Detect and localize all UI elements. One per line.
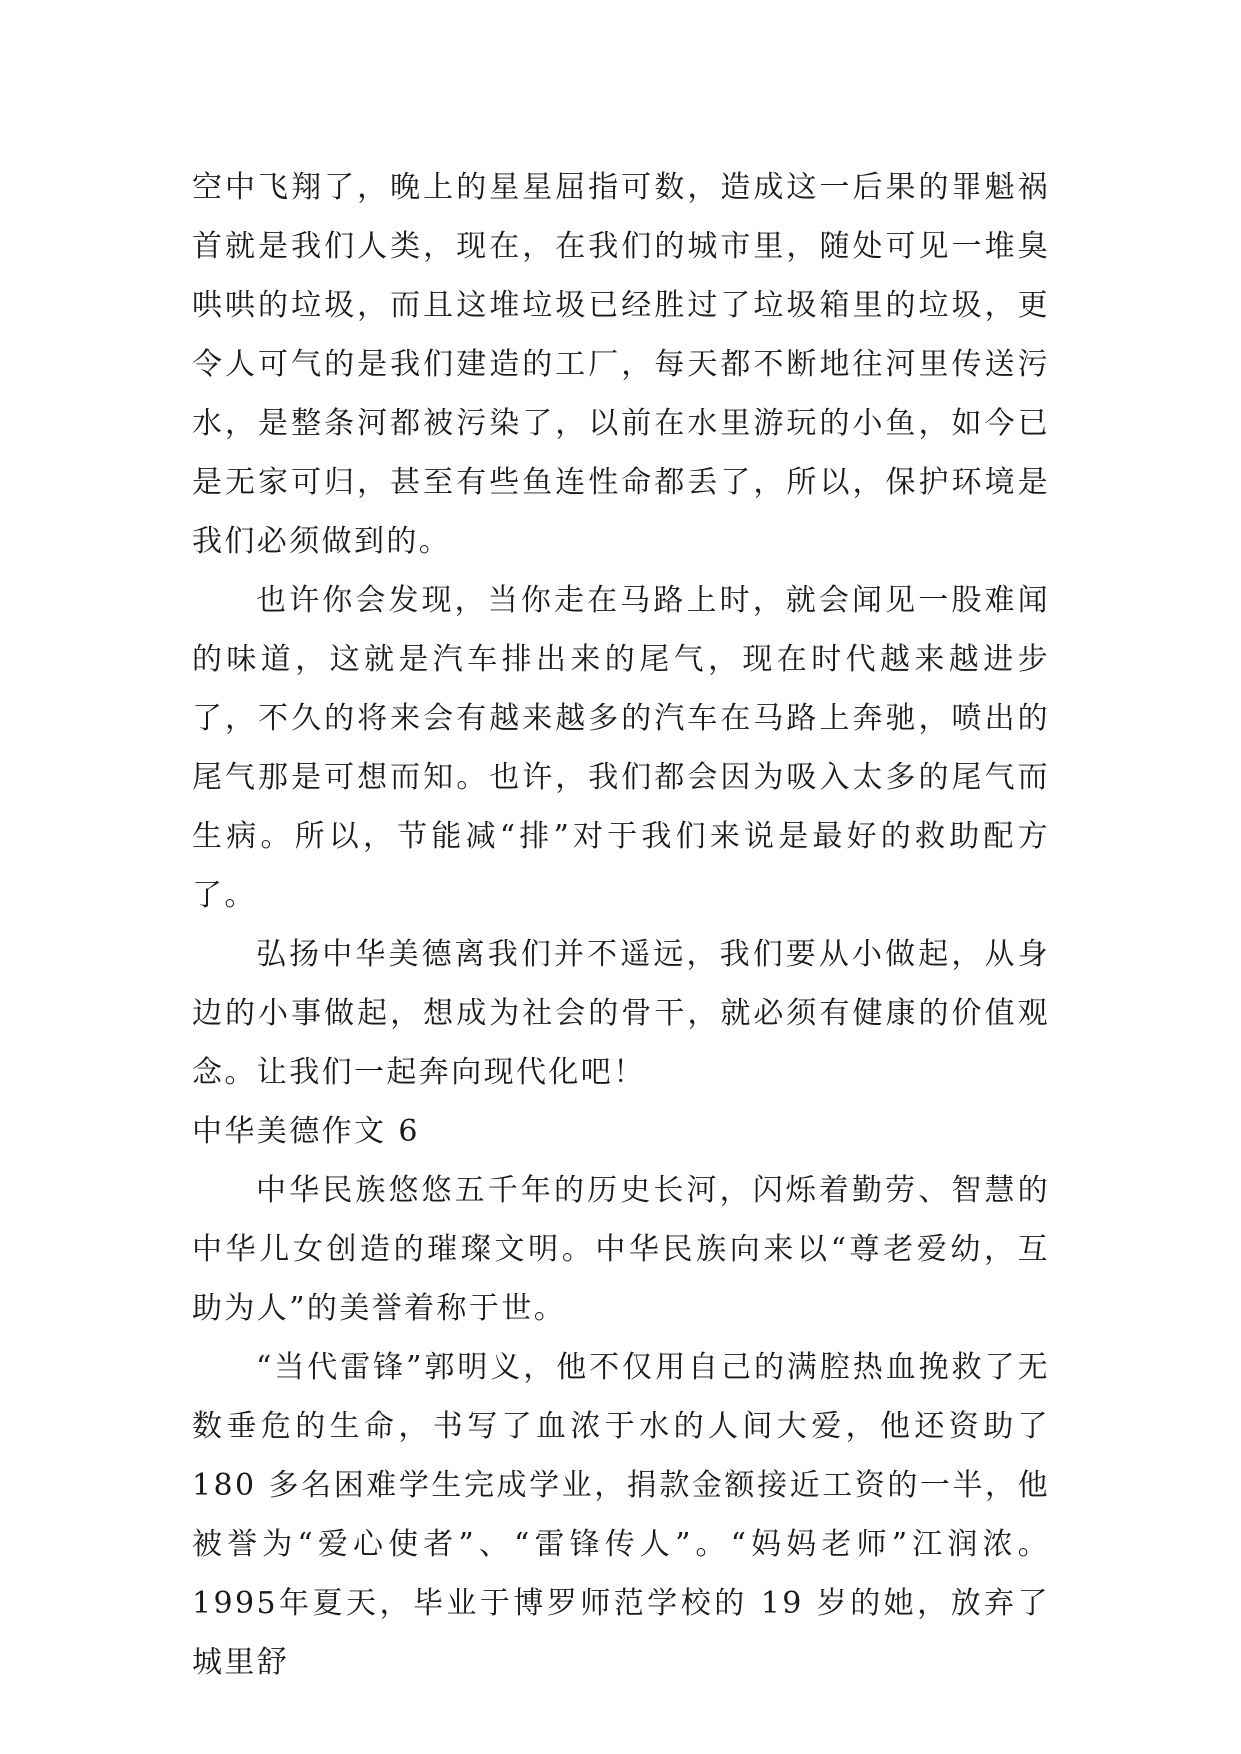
paragraph-continued: 空中飞翔了，晚上的星星屈指可数，造成这一后果的罪魁祸首就是我们人类，现在，在我们的城市里，随处可见一堆臭哄哄的垃圾，而且这堆垃圾已经胜过了垃圾箱里的垃圾，更令人可气的是我们建造的工厂，每天都不断地往河里传送污水，是整条河都被污染了，以前在水里游玩的小鱼，如今已是无家可归，甚至有些鱼连性命都丢了，所以，保护环境是我们必须做到的。 <box>192 170 1050 559</box>
section-heading: 中华美德作文 6 <box>192 1114 420 1149</box>
paragraph-examples: “当代雷锋”郭明义，他不仅用自己的满腔热血挽救了无数垂危的生命，书写了血浓于水的人间大爱，他还资助了180 多名困难学生完成学业，捐款金额接近工资的一半，他被誉为“爱心使者”、“雷锋传人”。“妈妈老师”江润浓。1995年夏天，毕业于博罗师范学校的 19 岁的她，放弃了城里舒 <box>192 1350 1050 1680</box>
paragraph-intro: 中华民族悠悠五千年的历史长河，闪烁着勤劳、智慧的中华儿女创造的璀璨文明。中华民族向来以“尊老爱幼，互助为人”的美誉着称于世。 <box>192 1173 1050 1326</box>
paragraph-conclusion: 弘扬中华美德离我们并不遥远，我们要从小做起，从身边的小事做起，想成为社会的骨干，就必须有健康的价值观念。让我们一起奔向现代化吧！ <box>192 937 1050 1090</box>
document-page <box>192 158 1050 1692</box>
paragraph-exhaust: 也许你会发现，当你走在马路上时，就会闻见一股难闻的味道，这就是汽车排出来的尾气，现在时代越来越进步了，不久的将来会有越来越多的汽车在马路上奔驰，喷出的尾气那是可想而知。也许，我们都会因为吸入太多的尾气而生病。所以，节能减“排”对于我们来说是最好的救助配方了。 <box>192 583 1050 913</box>
